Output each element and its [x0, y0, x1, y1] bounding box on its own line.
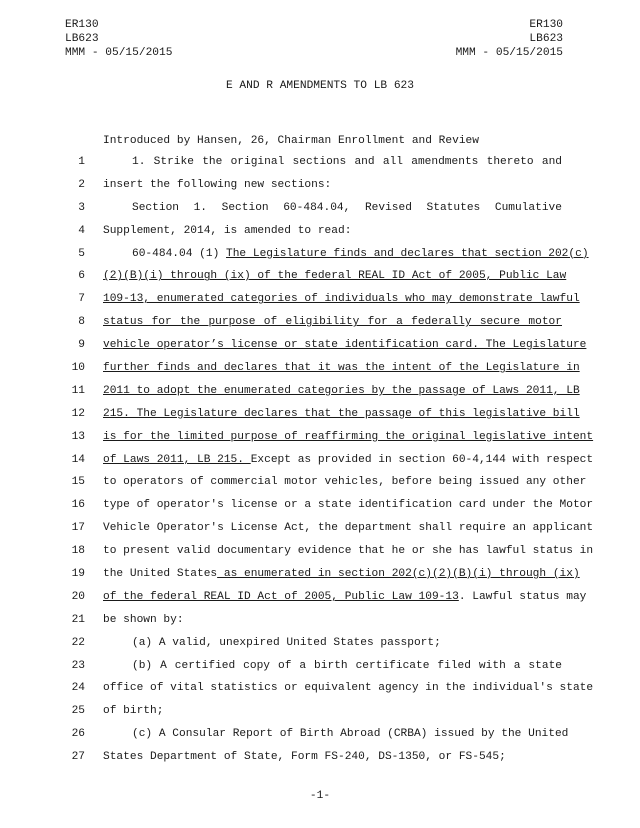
text-segment: . Lawful status may: [458, 590, 587, 603]
text-segment: office of vital statistics or equivalent agency in the individual's state: [103, 682, 594, 695]
line-text: [103, 705, 562, 717]
header-left-bill: LB623: [65, 32, 99, 45]
document-line: [0, 358, 640, 381]
header-left: [65, 19, 172, 60]
inserted-text: 215. The Legislature declares that the passage of this legislative bill: [103, 407, 580, 420]
document-line: [0, 312, 640, 335]
text-segment: Except as provided in section 60-4,144 with respect: [250, 453, 594, 466]
line-number: 26: [71, 728, 85, 741]
line-text: [103, 156, 562, 168]
document-line: [0, 541, 640, 564]
line-text: [103, 247, 589, 260]
line-text: [103, 590, 587, 603]
document-line: [0, 747, 640, 770]
line-number: 21: [71, 613, 85, 626]
header-right-code: ER130: [529, 19, 563, 31]
inserted-text: (2)(B)(i) through (ix) of the federal REAL ID Act of 2005, Public Law: [103, 270, 567, 283]
line-number: 19: [71, 568, 85, 581]
document-line: [0, 656, 640, 679]
document-line: [0, 472, 640, 495]
line-text: [103, 499, 594, 512]
line-text: [103, 728, 569, 741]
document-line: [0, 450, 640, 473]
line-text: [103, 430, 594, 443]
inserted-text: status for the purpose of eligibility for a federally secure motor: [103, 316, 562, 329]
line-text: [103, 637, 562, 649]
inserted-text: vehicle operator’s license or state identification card. The Legislature: [103, 339, 587, 352]
inserted-text: of the federal REAL ID Act of 2005, Public Law 109-13: [103, 590, 459, 603]
text-segment: Supplement, 2014, is amended to read:: [103, 224, 352, 237]
line-number: 27: [71, 751, 85, 764]
line-number: 13: [71, 430, 85, 443]
text-segment: (b) A certified copy of a birth certificate filed with a state: [132, 659, 562, 672]
line-text: [103, 316, 562, 328]
line-text: [103, 384, 580, 397]
document-title: E AND R AMENDMENTS TO LB 623: [226, 80, 414, 92]
document-line: [0, 244, 640, 267]
text-segment: to operators of commercial motor vehicles, before being issued any other: [103, 476, 587, 489]
line-number: 24: [71, 682, 85, 695]
line-number: 15: [71, 476, 85, 489]
document-line: [0, 678, 640, 701]
document-line: [0, 381, 640, 404]
document-line: [0, 427, 640, 450]
text-segment: insert the following new sections:: [103, 178, 332, 191]
document-line: [0, 724, 640, 747]
header-right: [456, 19, 563, 60]
line-text: [103, 751, 562, 763]
line-text: [103, 453, 594, 466]
inserted-text: 2011 to adopt the enumerated categories by the passage of Laws 2011, LB: [103, 384, 580, 397]
line-text: [103, 568, 580, 581]
line-number: 11: [71, 384, 85, 397]
text-segment: be shown by:: [103, 613, 184, 626]
text-segment: of birth;: [103, 705, 164, 718]
line-text: [103, 293, 580, 306]
line-text: [103, 339, 587, 352]
line-number: 22: [71, 636, 85, 649]
line-text: [103, 522, 594, 535]
line-text: [103, 362, 580, 375]
page-number: -1-: [309, 790, 331, 802]
text-segment: 60-484.04 (1): [132, 247, 226, 260]
document-line: [0, 198, 640, 221]
text-segment: type of operator's license or a state identification card under the Motor: [103, 499, 594, 512]
text-segment: Section 1. Section 60-484.04, Revised Statutes Cumulative: [132, 201, 562, 214]
line-number: 10: [71, 362, 85, 375]
line-text: [103, 614, 562, 626]
text-segment: (a) A valid, unexpired United States passport;: [132, 636, 441, 649]
line-number: 1: [78, 156, 85, 168]
document-line: [0, 175, 640, 198]
text-segment: States Department of State, Form FS-240, DS-1350, or FS-545;: [103, 751, 506, 764]
inserted-text: 109-13, enumerated categories of individuals who may demonstrate lawful: [103, 293, 580, 306]
line-text: [103, 682, 594, 695]
line-number: 2: [78, 178, 85, 191]
line-text: [103, 660, 562, 672]
line-number: 4: [78, 224, 85, 237]
line-number: 20: [71, 590, 85, 603]
text-segment: to present valid documentary evidence that he or she has lawful status in: [103, 545, 594, 558]
inserted-text: The Legislature finds and declares that section 202(c): [226, 247, 589, 260]
inserted-text: is for the limited purpose of reaffirming the original legislative intent: [103, 430, 594, 443]
document-line: [0, 495, 640, 518]
document-line: [0, 564, 640, 587]
header-left-code: ER130: [65, 19, 99, 31]
line-text: [103, 476, 587, 489]
line-text: [103, 179, 562, 191]
document-line: [0, 152, 640, 175]
line-number: 25: [71, 705, 85, 718]
text-segment: the United States: [103, 568, 218, 581]
document-line: [0, 701, 640, 724]
line-number: 5: [78, 247, 85, 260]
header-right-date: MMM - 05/15/2015: [455, 46, 563, 59]
document-line: [0, 587, 640, 610]
line-text: [103, 225, 562, 237]
line-number: 3: [78, 201, 85, 214]
text-segment: (c) A Consular Report of Birth Abroad (CRBA) issued by the United: [132, 728, 569, 741]
line-number: 7: [78, 293, 85, 306]
document-line: [0, 266, 640, 289]
header-left-date: MMM - 05/15/2015: [65, 46, 173, 59]
line-number: 12: [71, 407, 85, 420]
text-segment: 1. Strike the original sections and all amendments thereto and: [132, 156, 562, 168]
line-number: 16: [71, 499, 85, 512]
document-line: [0, 289, 640, 312]
line-text: [103, 202, 562, 214]
line-text: [103, 545, 594, 558]
line-number: 23: [71, 659, 85, 672]
line-number: 14: [71, 453, 85, 466]
inserted-text: as enumerated in section 202(c)(2)(B)(i) through (ix): [217, 568, 580, 581]
document-line: [0, 518, 640, 541]
header-right-bill: LB623: [529, 32, 563, 45]
document-line: [0, 610, 640, 633]
inserted-text: further finds and declares that it was the intent of the Legislature in: [103, 362, 580, 375]
intro-line: Introduced by Hansen, 26, Chairman Enrollment and Review: [103, 135, 479, 147]
line-number: 8: [78, 316, 85, 329]
document-line: [0, 335, 640, 358]
line-number: 17: [71, 522, 85, 535]
document-line: [0, 221, 640, 244]
line-text: [103, 270, 567, 283]
line-number: 18: [71, 545, 85, 558]
text-segment: Vehicle Operator's License Act, the department shall require an applicant: [103, 522, 594, 535]
line-text: [103, 407, 580, 420]
line-number: 6: [78, 270, 85, 283]
inserted-text: of Laws 2011, LB 215.: [103, 453, 251, 466]
numbered-lines: [0, 152, 640, 770]
line-number: 9: [78, 339, 85, 352]
document-line: [0, 404, 640, 427]
document-line: [0, 633, 640, 656]
